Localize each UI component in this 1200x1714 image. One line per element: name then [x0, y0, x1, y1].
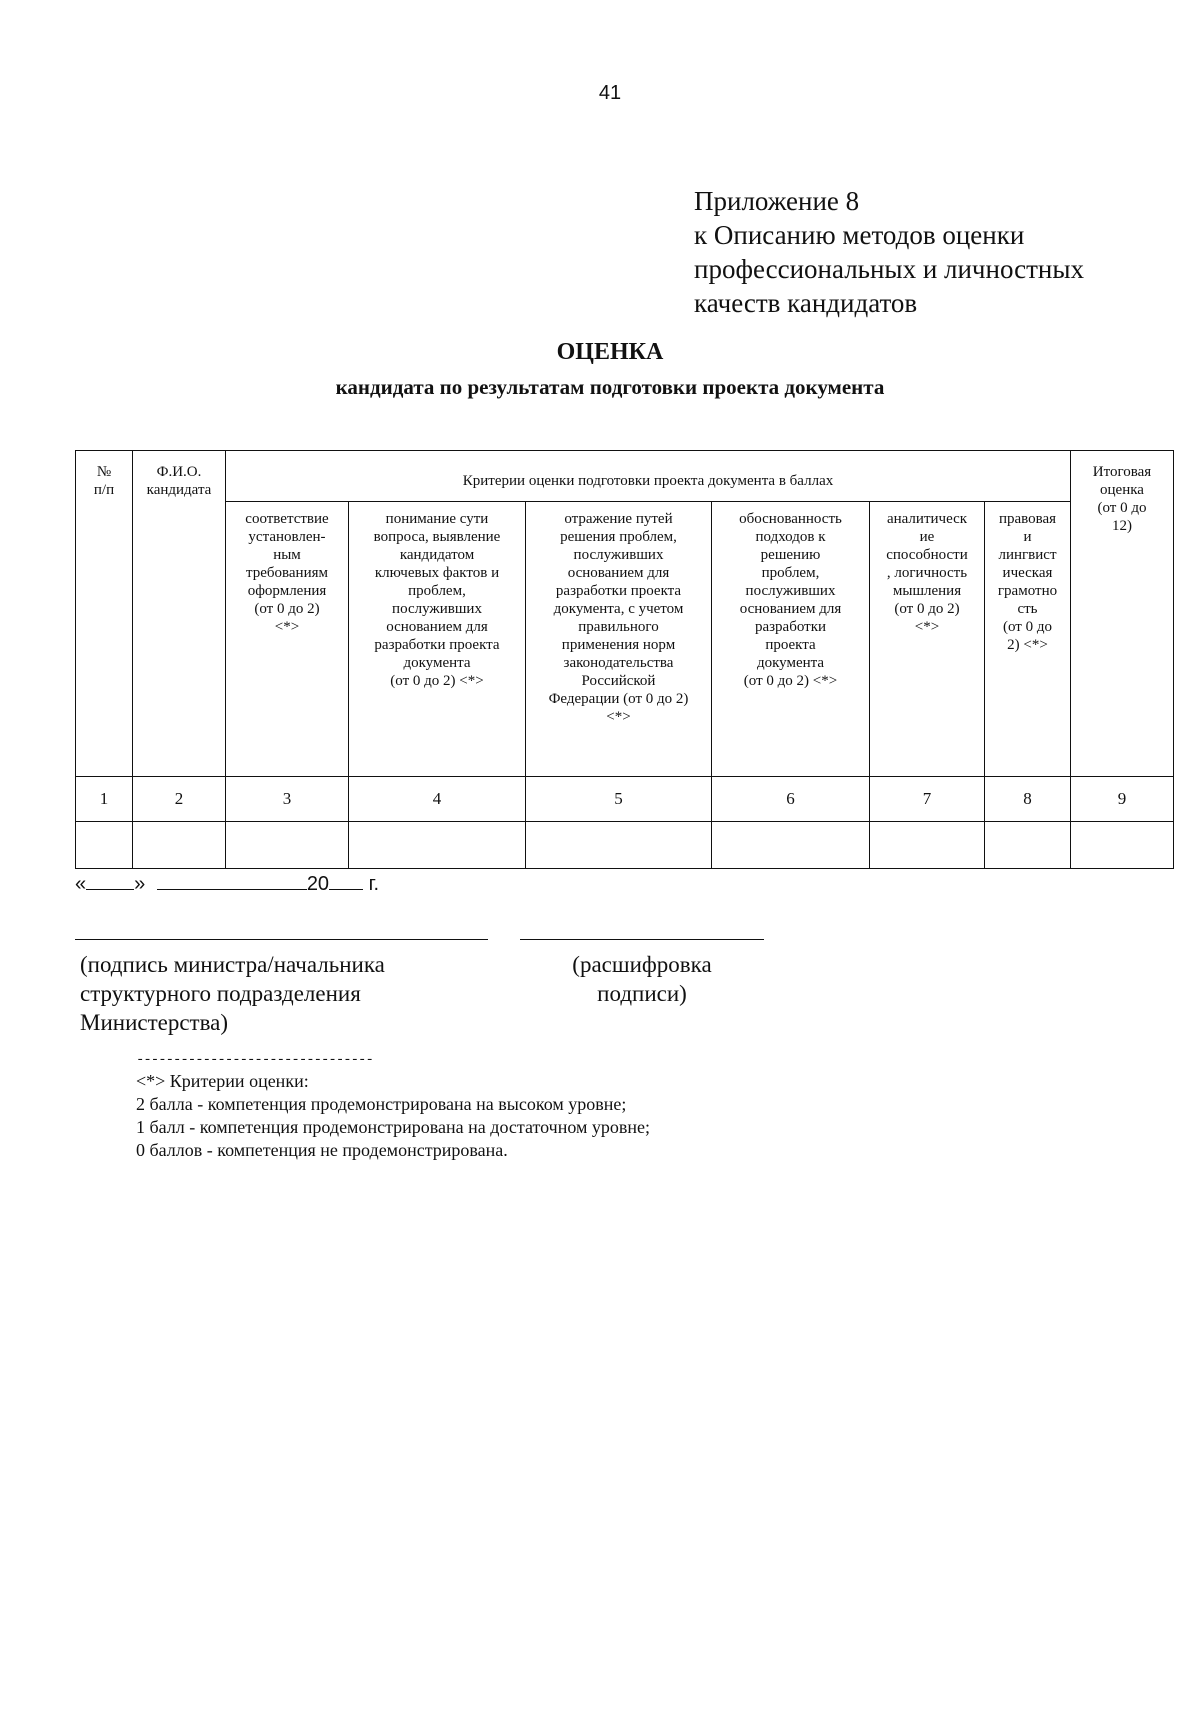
blank-cell[interactable] [712, 822, 870, 869]
footnote-separator: -------------------------------- [136, 1052, 373, 1068]
blank-cell[interactable] [526, 822, 712, 869]
column-number: 2 [133, 777, 226, 822]
signature-line[interactable] [75, 939, 488, 940]
footnote-line: 0 баллов - компетенция не продемонстрирована. [136, 1140, 508, 1160]
footnote-line: 1 балл - компетенция продемонстрирована на достаточном уровне; [136, 1117, 651, 1137]
header-candidate-name: Ф.И.О. кандидата [133, 451, 226, 777]
document-subtitle: кандидата по результатам подготовки проекта документа [335, 375, 885, 399]
criterion-literacy: правовая и лингвист ическая грамотно сть (от 0 до 2) <*> [985, 502, 1071, 777]
date-close-quote: » [134, 873, 146, 895]
blank-cell[interactable] [985, 822, 1071, 869]
appendix-line: Приложение 8 [694, 186, 860, 216]
column-number: 3 [226, 777, 349, 822]
month-blank[interactable] [157, 873, 307, 890]
column-number: 1 [76, 777, 133, 822]
criterion-analytical: аналитическ ие способности , логичность мышления (от 0 до 2) <*> [870, 502, 985, 777]
blank-cell[interactable] [133, 822, 226, 869]
header-row-number: № п/п [76, 451, 133, 777]
signature-decoding-label: (расшифровка подписи) [572, 952, 712, 1006]
blank-cell[interactable] [1071, 822, 1174, 869]
header-criteria: Критерии оценки подготовки проекта документа в баллах [226, 451, 1071, 502]
appendix-line: качеств кандидатов [694, 288, 918, 318]
column-number: 9 [1071, 777, 1174, 822]
appendix-reference [694, 184, 1174, 320]
document-title: ОЦЕНКА [556, 339, 664, 365]
criterion-understanding: понимание сути вопроса, выявление кандидатом ключевых фактов и проблем, послуживших основанием для разработки проекта документа (от 0 до 2) <*> [349, 502, 526, 777]
year-blank[interactable] [329, 873, 363, 890]
signature-name-line[interactable] [520, 939, 764, 940]
column-number: 7 [870, 777, 985, 822]
page-number: 41 [598, 82, 622, 104]
day-blank[interactable] [86, 873, 134, 890]
footnote [136, 1050, 1036, 1162]
blank-cell[interactable] [349, 822, 526, 869]
column-number: 5 [526, 777, 712, 822]
footnote-line: <*> Критерии оценки: [136, 1071, 309, 1091]
header-total-score: Итоговая оценка (от 0 до 12) [1071, 451, 1174, 777]
criterion-solutions: отражение путей решения проблем, послуживших основанием для разработки проекта документа, с учетом правильного применения норм законодательства Российской Федерации (от 0 до 2) <*> [526, 502, 712, 777]
appendix-line: профессиональных и личностных [694, 254, 1085, 284]
criterion-justification: обоснованность подходов к решению проблем, послуживших основанием для разработки проекта документа (от 0 до 2) <*> [712, 502, 870, 777]
appendix-line: к Описанию методов оценки [694, 220, 1025, 250]
date-line [75, 873, 379, 896]
signature-label: (подпись министра/начальника структурного подразделения Министерства) [80, 952, 385, 1035]
blank-cell[interactable] [226, 822, 349, 869]
column-number: 8 [985, 777, 1071, 822]
column-numbers-row [76, 777, 1174, 822]
blank-cell[interactable] [870, 822, 985, 869]
footnote-line: 2 балла - компетенция продемонстрирована на высоком уровне; [136, 1094, 627, 1114]
criterion-formatting: соответствие установлен- ным требованиям оформления (от 0 до 2) <*> [226, 502, 349, 777]
column-number: 6 [712, 777, 870, 822]
year-prefix: 20 [306, 873, 330, 895]
year-suffix: г. [368, 873, 380, 895]
blank-cell[interactable] [76, 822, 133, 869]
date-open-quote: « [75, 873, 87, 895]
column-number: 4 [349, 777, 526, 822]
evaluation-table [75, 450, 1174, 869]
blank-entry-row[interactable] [76, 822, 1174, 869]
